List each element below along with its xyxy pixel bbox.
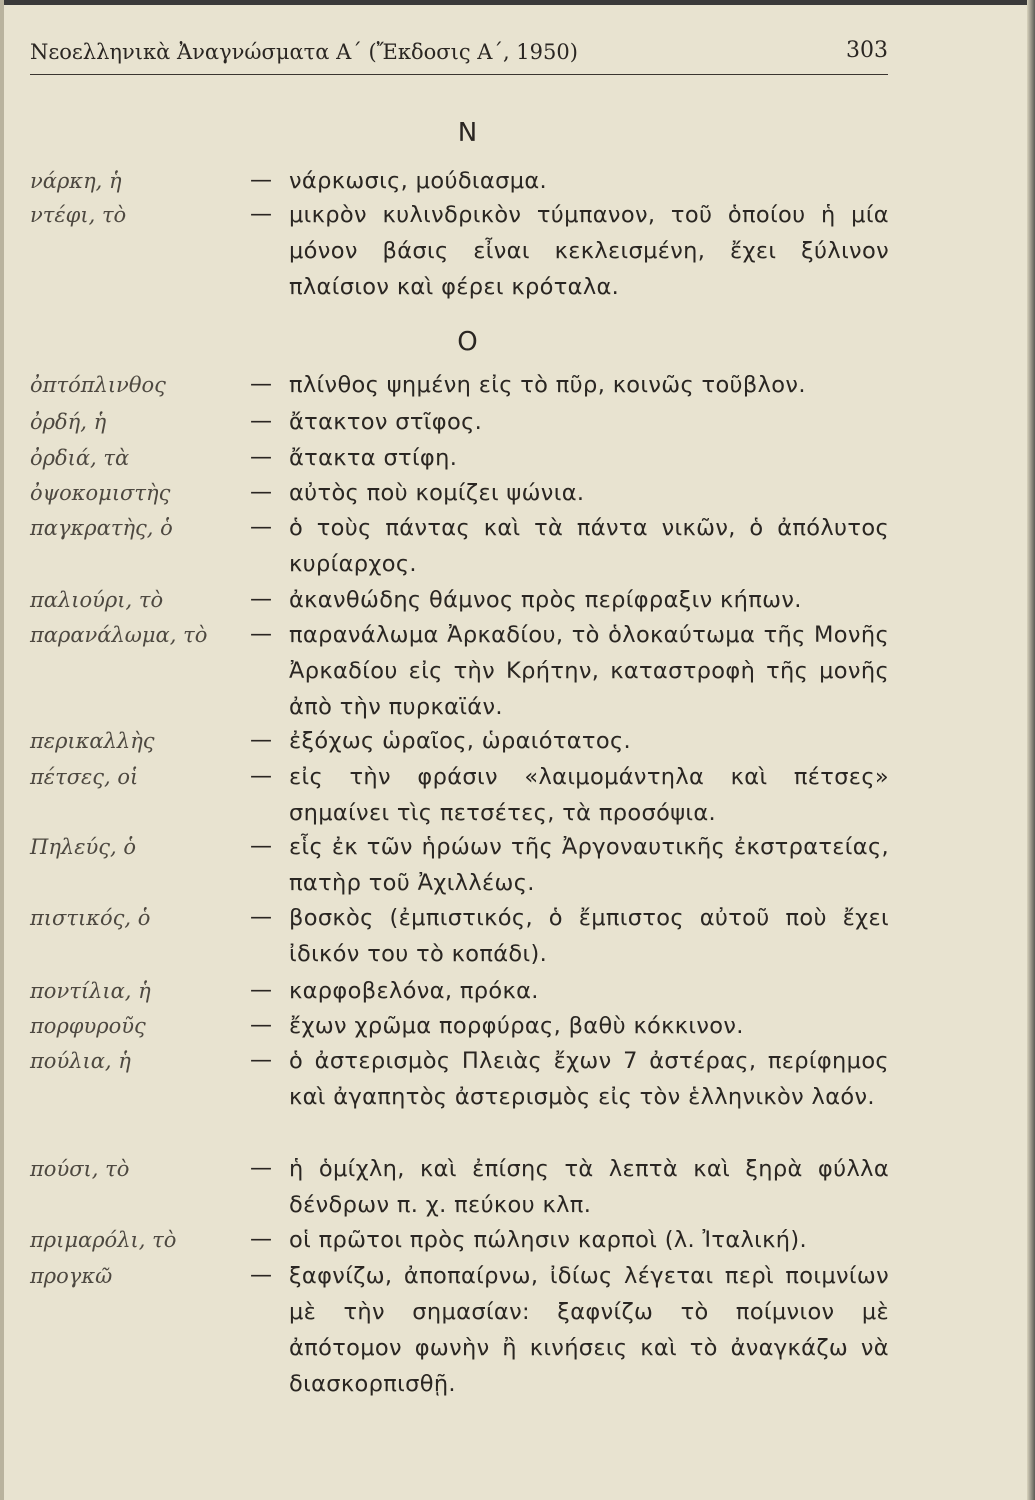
entry-definition: ἀκανθώδης θάμνος πρὸς περίφραξιν κήπων. (289, 587, 802, 613)
entry-term: ὀρδή, ἡ (30, 410, 107, 434)
entry-term: πούσι, τὸ (30, 1157, 130, 1181)
entry-term: πιστικός, ὁ (30, 906, 151, 930)
entry-term: νάρκη, ἡ (30, 169, 122, 193)
entry-definition: ξαφνίζω, ἀποπαίρνω, ἰδίως λέγεται περὶ ποιμνίων μὲ τὴν σημασίαν: ξαφνίζω τὸ ποίμνιον μὲ ἀπότομον φωνὴν ἢ κινήσεις καὶ τὸ ἀναγκάζω νὰ διασκορπισθῇ. (289, 1263, 889, 1397)
entry-term: παγκρατὴς, ὁ (30, 516, 173, 540)
entry-definition: πλίνθος ψημένη εἰς τὸ πῦρ, κοινῶς τοῦβλον. (289, 372, 806, 398)
entry-term: πορφυροῦς (30, 1014, 146, 1038)
entry-dash: — (250, 728, 272, 753)
scan-edge-left (0, 0, 4, 1500)
entry-term: ὀρδιά, τὰ (30, 446, 130, 470)
entry-definition: ὁ τοὺς πάντας καὶ τὰ πάντα νικῶν, ὁ ἀπόλυτος κυρίαρχος. (289, 515, 889, 577)
entry-definition: οἱ πρῶτοι πρὸς πώλησιν καρποὶ (λ. Ἰταλική). (289, 1227, 807, 1253)
entry-dash: — (250, 372, 272, 397)
entry-definition: εἷς ἐκ τῶν ἡρώων τῆς Ἀργοναυτικῆς ἐκστρατείας, πατὴρ τοῦ Ἀχιλλέως. (289, 834, 889, 896)
entry-term: πούλια, ἡ (30, 1049, 131, 1073)
entry-definition: μικρὸν κυλινδρικὸν τύμπανον, τοῦ ὁποίου ἡ μία μόνον βάσις εἶναι κεκλεισμένη, ἔχει ξύλινον πλαίσιον καὶ φέρει κρόταλα. (289, 202, 889, 300)
section-letter-nu: Ν (457, 118, 478, 148)
entry-term: Πηλεύς, ὁ (30, 835, 136, 859)
entry-definition: ἡ ὁμίχλη, καὶ ἐπίσης τὰ λεπτὰ καὶ ξηρὰ φύλλα δένδρων π. χ. πεύκου κλπ. (289, 1156, 889, 1218)
entry-definition: ἐξόχως ὡραῖος, ὡραιότατος. (289, 728, 631, 754)
entry-definition: παρανάλωμα Ἀρκαδίου, τὸ ὁλοκαύτωμα τῆς Μονῆς Ἀρκαδίου εἰς τὴν Κρήτην, καταστροφὴ τῆς μονῆς ἀπὸ τὴν πυρκαϊάν. (289, 622, 889, 720)
entry-dash: — (250, 622, 272, 647)
entry-term: ποντίλια, ἡ (30, 979, 151, 1003)
entry-term: ὀπτόπλινθος (30, 373, 166, 397)
entry-term: πέτσες, οἱ (30, 765, 139, 789)
entry-dash: — (250, 764, 272, 789)
entry-definition: ἔχων χρῶμα πορφύρας, βαθὺ κόκκινον. (289, 1013, 744, 1039)
entry-dash: — (250, 1048, 272, 1073)
entry-dash: — (250, 587, 272, 612)
page-number: 303 (846, 38, 888, 63)
entry-term: περικαλλὴς (30, 729, 155, 753)
entry-definition: ὁ ἀστερισμὸς Πλειὰς ἔχων 7 ἀστέρας, περίφημος καὶ ἀγαπητὸς ἀστερισμὸς εἰς τὸν ἑλληνικὸν λαόν. (289, 1048, 889, 1110)
entry-definition: ἄτακτον στῖφος. (289, 409, 483, 435)
entry-term: παρανάλωμα, τὸ (30, 623, 208, 647)
entry-dash: — (250, 515, 272, 540)
running-head (30, 38, 888, 75)
entry-dash: — (250, 905, 272, 930)
running-title: Νεοελληνικὰ Ἀναγνώσματα Α΄ (Ἔκδοσις Α΄, 1950) (30, 40, 578, 64)
entry-dash: — (250, 202, 272, 227)
entry-dash: — (250, 409, 272, 434)
entry-dash: — (250, 1263, 272, 1288)
entry-definition: βοσκὸς (ἐμπιστικός, ὁ ἔμπιστος αὐτοῦ ποὺ ἔχει ἰδικόν του τὸ κοπάδι). (289, 905, 889, 967)
entry-dash: — (250, 1227, 272, 1252)
section-letter-omicron: Ο (457, 327, 478, 357)
entry-term: παλιούρι, τὸ (30, 588, 164, 612)
entry-dash: — (250, 978, 272, 1003)
entry-term: ὀψοκομιστὴς (30, 481, 171, 505)
entry-definition: εἰς τὴν φράσιν «λαιμομάντηλα καὶ πέτσες» σημαίνει τὶς πετσέτες, τὰ προσόψια. (289, 764, 889, 826)
scan-edge-top (0, 0, 1035, 5)
entry-dash: — (250, 1156, 272, 1181)
entry-term: προγκῶ (30, 1264, 113, 1288)
entry-dash: — (250, 480, 272, 505)
entry-definition: αὐτὸς ποὺ κομίζει ψώνια. (289, 480, 585, 506)
entry-term: ντέφι, τὸ (30, 203, 127, 227)
entry-definition: ἄτακτα στίφη. (289, 445, 458, 471)
entry-definition: νάρκωσις, μούδιασμα. (289, 168, 548, 194)
entry-dash: — (250, 445, 272, 470)
entry-dash: — (250, 834, 272, 859)
entry-dash: — (250, 1013, 272, 1038)
entry-dash: — (250, 168, 272, 193)
entry-definition: καρφοβελόνα, πρόκα. (289, 978, 539, 1004)
scan-edge-right (1027, 0, 1035, 1500)
entry-term: πριμαρόλι, τὸ (30, 1228, 177, 1252)
